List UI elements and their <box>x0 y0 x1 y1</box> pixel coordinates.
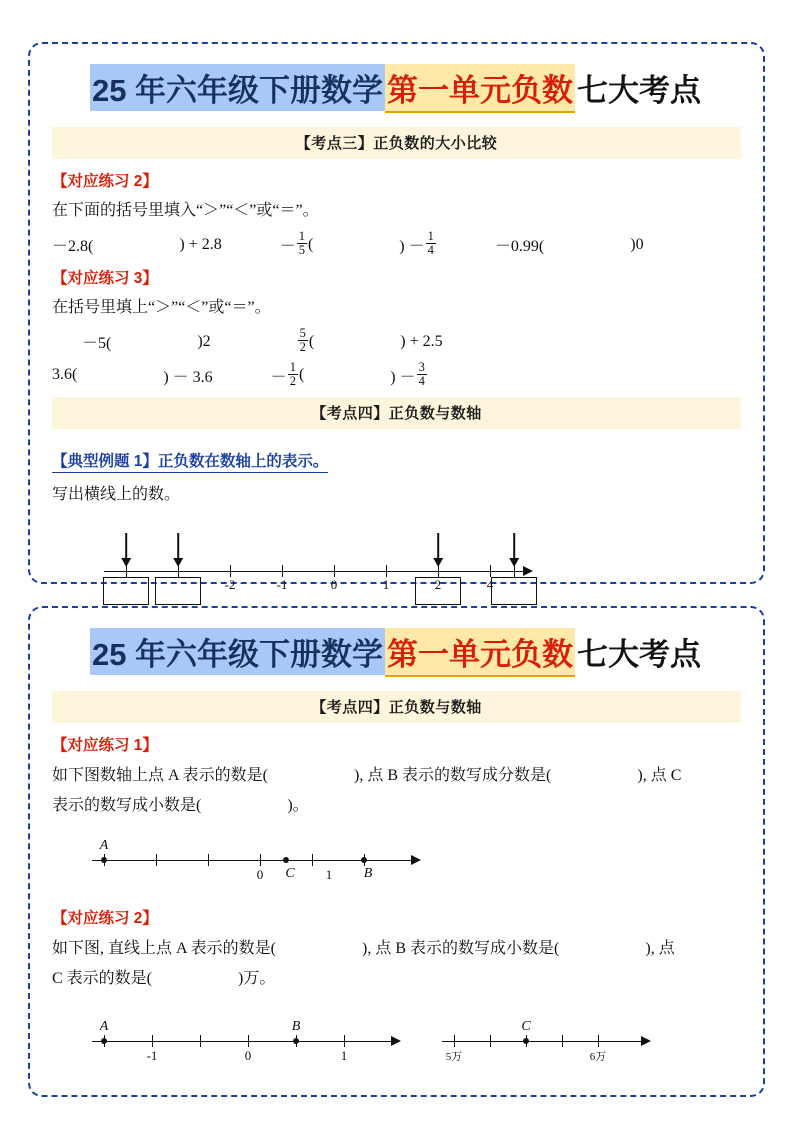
tick <box>438 565 439 577</box>
expr-6-left: 3.6( <box>52 366 78 384</box>
title-segment-yellow: 第一单元负数 <box>385 628 575 677</box>
tick <box>152 1035 153 1047</box>
point-label-a: A <box>99 1018 109 1034</box>
fraction-denominator: 4 <box>418 373 425 388</box>
title-segment-plain: 七大考点 <box>577 73 702 108</box>
tick <box>126 565 127 577</box>
tick <box>248 1035 249 1047</box>
fraction-numerator: 5 <box>299 326 306 341</box>
number-line-axis <box>442 1041 642 1042</box>
q2-part4: C 表示的数是( <box>52 970 153 988</box>
number-line-axis <box>92 1041 392 1042</box>
q1-part3: ), 点 C <box>637 767 682 784</box>
axis-label: 2 <box>434 576 442 592</box>
number-line-practice-1 <box>52 838 741 888</box>
expr-5-right: ) + 2.5 <box>400 332 443 350</box>
worksheet-card-2 <box>28 606 765 1097</box>
title-segment-blue: 25 年六年级下册数学 <box>90 628 385 675</box>
tick <box>454 1035 455 1047</box>
expression-row-3 <box>52 359 741 389</box>
point-label-a: A <box>99 837 109 853</box>
answer-box-2[interactable] <box>155 577 201 605</box>
q1-part5: )。 <box>287 797 309 815</box>
down-arrow-3 <box>437 533 439 559</box>
axis-label-5wan: 5万 <box>445 1050 463 1063</box>
title-segment-yellow: 第一单元负数 <box>385 64 575 113</box>
axis-label: -1 <box>276 576 288 592</box>
axis-label-zero: 0 <box>244 1047 252 1063</box>
number-line-practice-2-left <box>52 1019 402 1069</box>
tick <box>514 565 515 577</box>
expr-6-right: ) － 3.6 <box>163 368 213 386</box>
tick <box>490 565 491 577</box>
tick <box>282 565 283 577</box>
fraction-one-fifth <box>297 230 307 257</box>
expr-3-left: －0.99( <box>494 238 545 256</box>
fraction-numerator: 3 <box>418 359 425 374</box>
tick <box>208 854 209 866</box>
expression-row-2 <box>52 328 741 355</box>
q1-part4: 表示的数写成小数是( <box>52 797 202 815</box>
expr-7-left: － <box>270 368 287 386</box>
fraction-five-halves <box>298 327 308 354</box>
fraction-one-half <box>288 361 298 388</box>
title-segment-plain: 七大考点 <box>577 637 702 672</box>
q2-part1: 如下图, 直线上点 A 表示的数是( <box>52 939 277 957</box>
expr-4-right: )2 <box>197 332 211 350</box>
section-band-kaodian3: 【考点三】正负数的大小比较 <box>52 127 741 159</box>
fraction-denominator: 5 <box>298 243 305 258</box>
q2-part5: )万。 <box>238 970 276 988</box>
point-label-b: B <box>363 865 373 881</box>
axis-label-zero: 0 <box>256 866 264 882</box>
q1-part2: ), 点 B 表示的数写成分数是( <box>354 767 552 784</box>
expr-4-left: －5( <box>82 335 112 353</box>
fraction-numerator: 1 <box>289 359 296 374</box>
expr-2-right: ) － <box>399 238 425 256</box>
q1-part1: 如下图数轴上点 A 表示的数是( <box>52 767 269 784</box>
fraction-one-fourth <box>426 230 436 257</box>
practice-label-3: 【对应练习 3】 <box>52 270 158 288</box>
expr-7-right: ) － <box>390 368 416 386</box>
expr-2-left: － <box>279 238 296 256</box>
tick <box>260 854 261 866</box>
tick <box>178 565 179 577</box>
answer-box-3[interactable] <box>415 577 461 605</box>
point-dot-a <box>101 1038 107 1044</box>
answer-box-4[interactable] <box>491 577 537 605</box>
fraction-denominator: 2 <box>299 340 306 355</box>
expression-row-1 <box>52 231 741 258</box>
point-dot-b <box>293 1038 299 1044</box>
point-label-b: B <box>291 1018 301 1034</box>
axis-label: 0 <box>330 576 338 592</box>
practice-label-p2-2: 【对应练习 2】 <box>52 909 158 927</box>
fraction-three-fourths <box>417 361 427 388</box>
practice-label-p2-1: 【对应练习 1】 <box>52 737 158 754</box>
down-arrow-1 <box>125 533 127 559</box>
answer-box-1[interactable] <box>103 577 149 605</box>
expr-5-left: ( <box>308 332 315 350</box>
question-text-p2: 在下面的括号里填入“＞”“＜”或“＝”。 <box>52 202 319 219</box>
example-label-1: 【典型例题 1】正负数在数轴上的表示。 <box>52 449 328 473</box>
fraction-numerator: 1 <box>298 229 305 243</box>
expr-1-right: ) + 2.8 <box>179 235 222 253</box>
axis-label-6wan: 6万 <box>589 1050 607 1063</box>
number-line-with-boxes <box>52 525 741 607</box>
page-title-2 <box>52 628 741 677</box>
question-text-p3: 在括号里填上“＞”“＜”或“＝”。 <box>52 299 271 317</box>
fraction-denominator: 2 <box>289 373 296 388</box>
tick <box>490 1035 491 1047</box>
number-line-axis <box>104 571 524 573</box>
expr-1-left: －2.8( <box>52 238 94 256</box>
point-dot-a <box>101 857 107 863</box>
axis-label-neg1: -1 <box>146 1047 158 1063</box>
q2-part2: ), 点 B 表示的数写成小数是( <box>362 939 560 957</box>
expr-2-mid: ( <box>307 235 314 253</box>
expr-3-right: )0 <box>630 235 644 253</box>
number-line-pair <box>52 1009 741 1069</box>
point-dot-c <box>523 1038 529 1044</box>
tick <box>156 854 157 866</box>
tick <box>562 1035 563 1047</box>
question-text-p2-2 <box>52 934 741 995</box>
title-segment-blue: 25 年六年级下册数学 <box>90 64 385 111</box>
tick <box>344 1035 345 1047</box>
tick <box>230 565 231 577</box>
expr-7-mid: ( <box>298 366 305 384</box>
tick <box>200 1035 201 1047</box>
tick <box>598 1035 599 1047</box>
question-text-example1: 写出横线上的数。 <box>52 485 181 503</box>
number-line-practice-2-right <box>432 1019 712 1069</box>
down-arrow-2 <box>177 533 179 559</box>
worksheet-card-1 <box>28 42 765 592</box>
tick <box>312 854 313 866</box>
down-arrow-4 <box>513 533 515 559</box>
tick <box>386 565 387 577</box>
tick <box>334 565 335 577</box>
page-title-1 <box>52 64 741 113</box>
axis-label: -2 <box>224 576 236 592</box>
point-dot-c <box>283 857 289 863</box>
fraction-numerator: 1 <box>427 229 434 243</box>
section-band-kaodian4-a: 【考点四】正负数与数轴 <box>52 397 741 429</box>
fraction-denominator: 4 <box>427 243 434 258</box>
axis-label-one: 1 <box>340 1047 348 1063</box>
point-label-c: C <box>285 865 295 881</box>
point-dot-b <box>361 857 367 863</box>
axis-label-one: 1 <box>325 866 333 882</box>
point-label-c: C <box>521 1018 531 1034</box>
axis-label: 4 <box>486 576 494 592</box>
section-band-kaodian4-b: 【考点四】正负数与数轴 <box>52 691 741 723</box>
question-text-p2-1 <box>52 761 741 822</box>
practice-label-2: 【对应练习 2】 <box>52 173 158 190</box>
axis-label: 1 <box>382 576 390 592</box>
q2-part3: ), 点 <box>645 939 675 957</box>
